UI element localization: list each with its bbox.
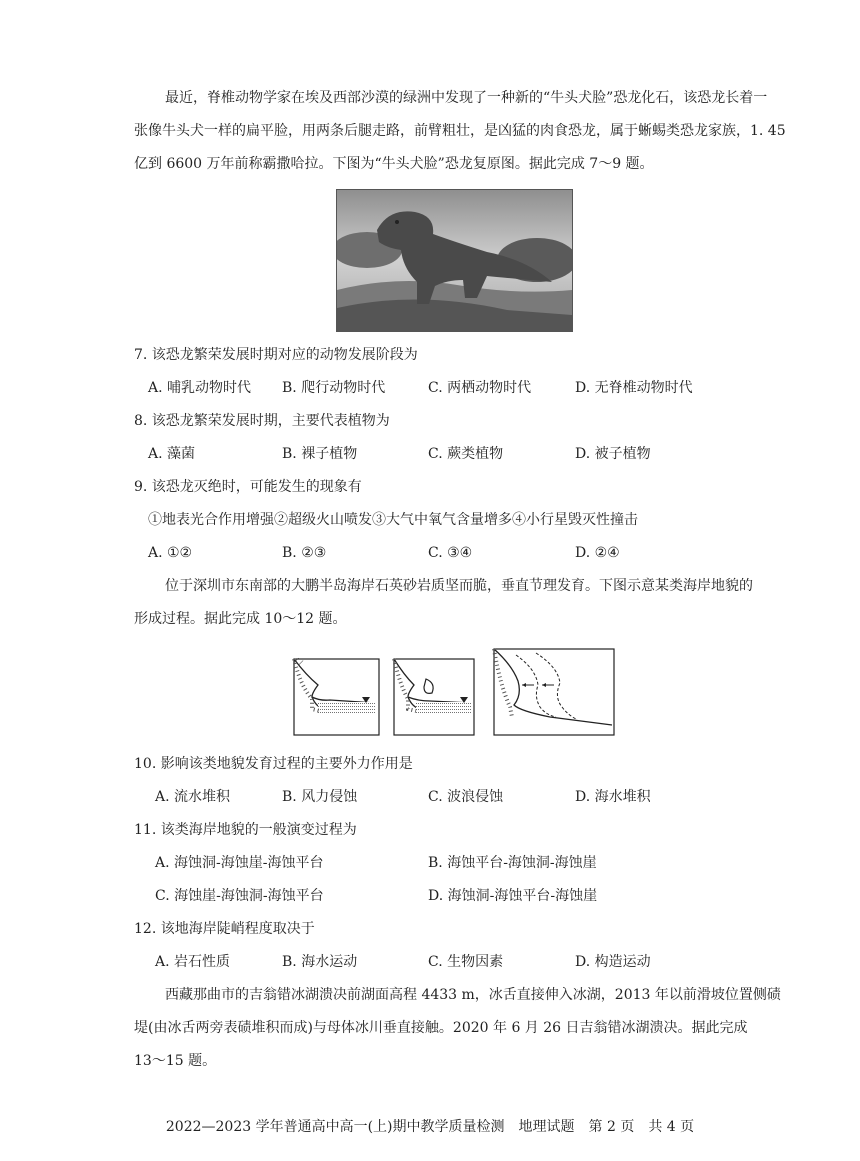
- stage-1-panel: [294, 659, 379, 735]
- q9-option-c[interactable]: C. ③④: [428, 545, 473, 561]
- q8-option-b[interactable]: B. 裸子植物: [282, 446, 358, 462]
- q9-option-b[interactable]: B. ②③: [282, 545, 327, 561]
- dinosaur-photo: [336, 189, 573, 332]
- q10-option-b[interactable]: B. 风力侵蚀: [282, 789, 358, 805]
- q11-option-b[interactable]: B. 海蚀平台-海蚀洞-海蚀崖: [428, 855, 597, 871]
- q8-stem: 8. 该恐龙繁荣发展时期，主要代表植物为: [134, 413, 390, 429]
- q7-option-d[interactable]: D. 无脊椎动物时代: [575, 380, 693, 396]
- intro2-line2: 形成过程。据此完成 10～12 题。: [134, 611, 347, 627]
- q12-option-d[interactable]: D. 构造运动: [575, 954, 651, 970]
- q11-stem: 11. 该类海岸地貌的一般演变过程为: [134, 822, 357, 838]
- intro1-line2: 张像牛头犬一样的扁平脸，用两条后腿走路，前臂粗壮，是凶猛的肉食恐龙，属于蜥蜴类恐龙家族，1. 45: [134, 123, 786, 139]
- intro3-line3: 13～15 题。: [134, 1053, 217, 1069]
- falling-block: [424, 679, 433, 693]
- stage-2-panel: [394, 659, 474, 735]
- stage-3-panel: [494, 649, 614, 735]
- q12-option-c[interactable]: C. 生物因素: [428, 954, 504, 970]
- q10-option-d[interactable]: D. 海水堆积: [575, 789, 651, 805]
- q7-option-b[interactable]: B. 爬行动物时代: [282, 380, 386, 396]
- q9-statement: ①地表光合作用增强②超级火山喷发③大气中氧气含量增多④小行星毁灭性撞击: [148, 512, 638, 528]
- q11-option-c[interactable]: C. 海蚀崖-海蚀洞-海蚀平台: [155, 888, 324, 904]
- intro3-line1: 西藏那曲市的吉翁错冰湖溃决前湖面高程 4433 m，冰舌直接伸入冰湖，2013 年以前滑坡位置侧碛: [165, 987, 781, 1003]
- q11-option-d[interactable]: D. 海蚀洞-海蚀平台-海蚀崖: [428, 888, 598, 904]
- q12-stem: 12. 该地海岸陡峭程度取决于: [134, 921, 315, 937]
- q7-option-c[interactable]: C. 两栖动物时代: [428, 380, 532, 396]
- dinosaur-illustration: [337, 190, 572, 331]
- intro1-line3: 亿到 6600 万年前称霸撒哈拉。下图为“牛头犬脸”恐龙复原图。据此完成 7～9 题。: [134, 156, 654, 172]
- q8-option-d[interactable]: D. 被子植物: [575, 446, 651, 462]
- q10-option-a[interactable]: A. 流水堆积: [155, 789, 231, 805]
- q12-option-a[interactable]: A. 岩石性质: [155, 954, 231, 970]
- coast-landform-diagram: [290, 645, 620, 740]
- page-footer: 2022—2023 学年普通高中高一(上)期中教学质量检测 地理试题 第 2 页 共 4 页: [165, 1119, 695, 1135]
- q10-stem: 10. 影响该类地貌发育过程的主要外力作用是: [134, 756, 413, 772]
- intro3-line2: 堤(由冰舌两旁表碛堆积而成)与母体冰川垂直接触。2020 年 6 月 26 日吉翁错冰湖溃决。据此完成: [134, 1020, 748, 1036]
- q7-stem: 7. 该恐龙繁荣发展时期对应的动物发展阶段为: [134, 347, 418, 363]
- q9-option-d[interactable]: D. ②④: [575, 545, 620, 561]
- q9-stem: 9. 该恐龙灭绝时，可能发生的现象有: [134, 479, 362, 495]
- q8-option-c[interactable]: C. 蕨类植物: [428, 446, 504, 462]
- q11-option-a[interactable]: A. 海蚀洞-海蚀崖-海蚀平台: [155, 855, 324, 871]
- intro1-line1: 最近，脊椎动物学家在埃及西部沙漠的绿洲中发现了一种新的“牛头犬脸”恐龙化石，该恐龙长着一: [165, 90, 768, 106]
- intro2-line1: 位于深圳市东南部的大鹏半岛海岸石英砂岩质坚而脆，垂直节理发育。下图示意某类海岸地貌的: [165, 578, 753, 594]
- q9-option-a[interactable]: A. ①②: [148, 545, 193, 561]
- q10-option-c[interactable]: C. 波浪侵蚀: [428, 789, 504, 805]
- q12-option-b[interactable]: B. 海水运动: [282, 954, 358, 970]
- q7-option-a[interactable]: A. 哺乳动物时代: [148, 380, 252, 396]
- q8-option-a[interactable]: A. 藻菌: [148, 446, 196, 462]
